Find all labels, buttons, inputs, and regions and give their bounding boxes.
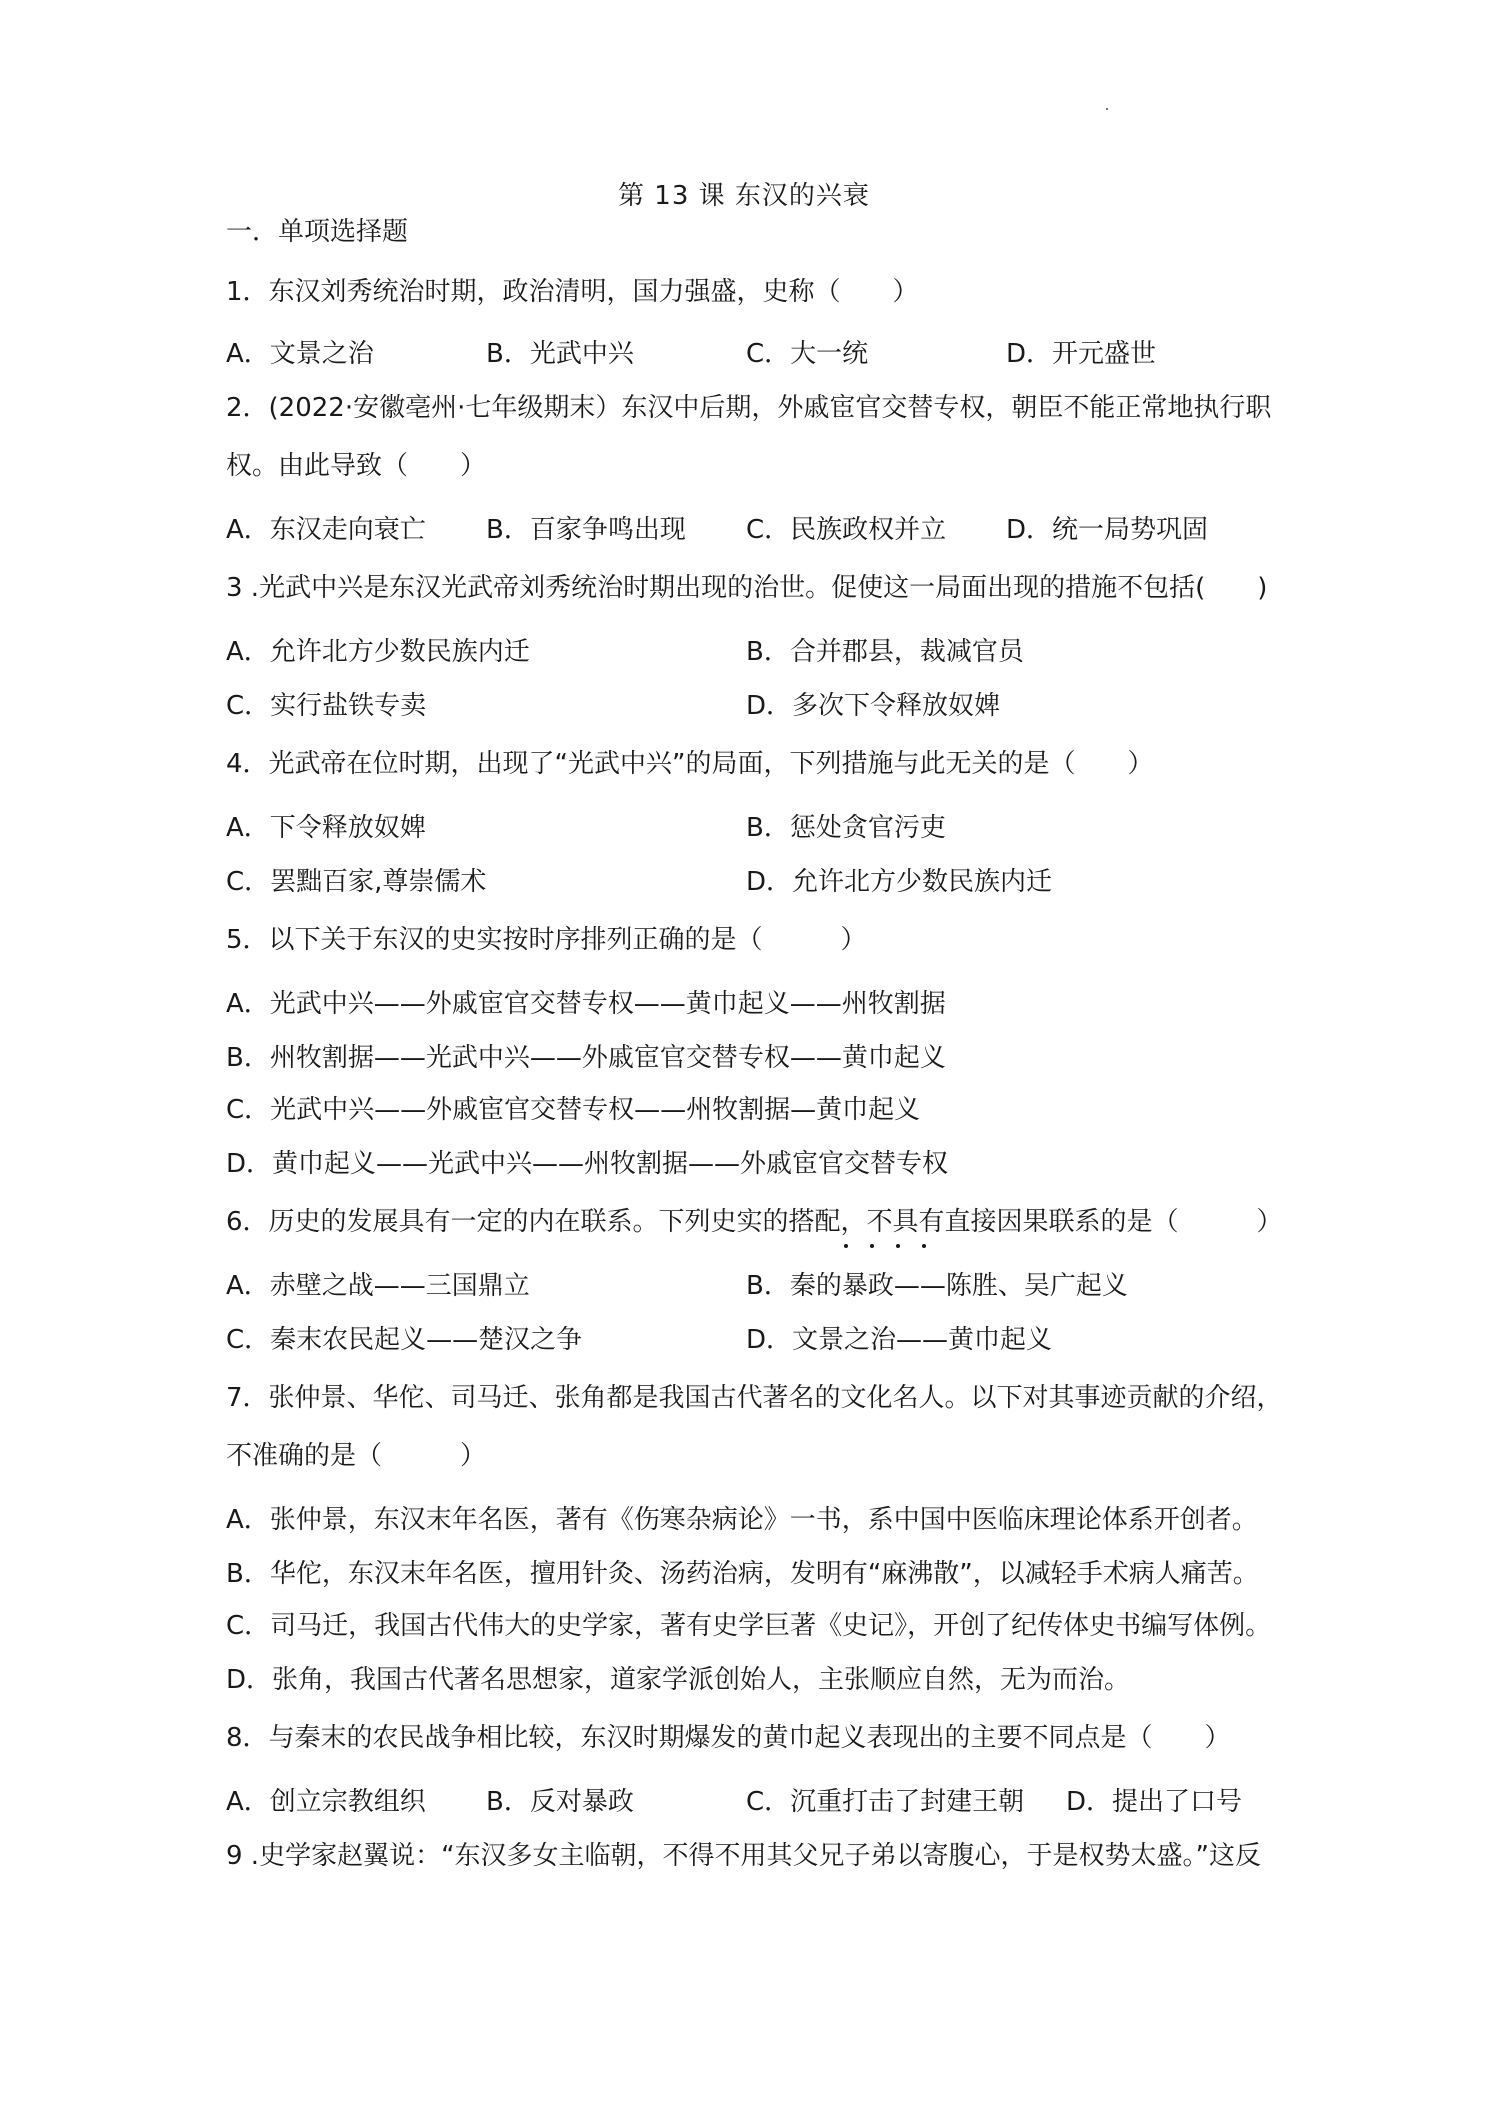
- question-3-option-d: D．多次下令释放奴婢: [746, 691, 1001, 721]
- option-b: B．百家争鸣出现: [486, 515, 686, 545]
- option-a: A．创立宗教组织: [226, 1787, 426, 1817]
- emphasis-dot: [922, 1244, 926, 1248]
- question-7-option-d: D．张角，我国古代著名思想家，道家学派创始人，主张顺应自然，无为而治。: [226, 1665, 1131, 1695]
- emphasis-dot: [844, 1244, 848, 1248]
- question-2-stem-line-2: 权。由此导致（ ）: [226, 451, 487, 481]
- question-4-option-d: D．允许北方少数民族内迁: [746, 867, 1053, 897]
- question-6-option-a: A．赤壁之战——三国鼎立: [226, 1271, 530, 1301]
- question-2-stem-line-1: 2．(2022·安徽亳州·七年级期末）东汉中后期，外戚宦官交替专权，朝臣不能正常地执行职: [226, 393, 1272, 423]
- question-7-stem-line-1: 7．张仲景、华佗、司马迁、张角都是我国古代著名的文化名人。以下对其事迹贡献的介绍，: [226, 1383, 1283, 1413]
- question-4-option-b: B．惩处贪官污吏: [746, 813, 946, 843]
- question-6-option-d: D．文景之治——黄巾起义: [746, 1325, 1053, 1355]
- question-5-option-c: C．光武中兴——外戚宦官交替专权——州牧割据—黄巾起义: [226, 1095, 921, 1125]
- option-b: B．光武中兴: [486, 339, 634, 369]
- option-d: D．提出了口号: [1066, 1787, 1243, 1817]
- scan-speck: [1106, 108, 1108, 110]
- question-5-option-d: D．黄巾起义——光武中兴——州牧割据——外戚宦官交替专权: [226, 1149, 949, 1179]
- question-3-option-c: C．实行盐铁专卖: [226, 691, 427, 721]
- option-d: D．开元盛世: [1006, 339, 1157, 369]
- question-5-option-a: A．光武中兴——外戚宦官交替专权——黄巾起义——州牧割据: [226, 989, 946, 1019]
- option-a: A．东汉走向衰亡: [226, 515, 426, 545]
- emphasis-dot: [870, 1244, 874, 1248]
- option-b: B．反对暴政: [486, 1787, 634, 1817]
- option-d: D．统一局势巩固: [1006, 515, 1209, 545]
- question-1-options: [226, 336, 1266, 372]
- question-5-stem: 5．以下关于东汉的史实按时序排列正确的是（ ）: [226, 925, 867, 955]
- page-title: 第 13 课 东汉的兴衰: [618, 181, 870, 211]
- question-6-option-c: C．秦末农民起义——楚汉之争: [226, 1325, 583, 1355]
- question-6-option-b: B．秦的暴政——陈胜、吴广起义: [746, 1271, 1128, 1301]
- question-8-stem: 8．与秦末的农民战争相比较，东汉时期爆发的黄巾起义表现出的主要不同点是（ ）: [226, 1723, 1231, 1753]
- question-4-option-a: A．下令释放奴婢: [226, 813, 426, 843]
- question-3-option-a: A．允许北方少数民族内迁: [226, 637, 530, 667]
- question-7-option-a: A．张仲景，东汉末年名医，著有《伤寒杂病论》一书，系中国中医临床理论体系开创者。: [226, 1505, 1258, 1535]
- question-7-option-b: B．华佗，东汉末年名医，擅用针灸、汤药治病，发明有“麻沸散”，以减轻手术病人痛苦。: [226, 1559, 1259, 1589]
- option-a: A．文景之治: [226, 339, 374, 369]
- question-7-option-c: C．司马迁，我国古代伟大的史学家，著有史学巨著《史记》，开创了纪传体史书编写体例。: [226, 1611, 1272, 1641]
- question-2-options: [226, 512, 1266, 548]
- question-9-stem: 9 .史学家赵翼说：“东汉多女主临朝，不得不用其父兄子弟以寄腹心，于是权势太盛。”这反: [226, 1841, 1262, 1871]
- question-3-option-b: B．合并郡县，裁减官员: [746, 637, 1024, 667]
- question-3-stem: 3 .光武中兴是东汉光武帝刘秀统治时期出现的治世。促使这一局面出现的措施不包括( ): [226, 573, 1268, 603]
- question-4-option-c: C．罢黜百家,尊崇儒术: [226, 867, 487, 897]
- question-5-option-b: B．州牧割据——光武中兴——外戚宦官交替专权——黄巾起义: [226, 1043, 946, 1073]
- question-4-stem: 4．光武帝在位时期，出现了“光武中兴”的局面，下列措施与此无关的是（ ）: [226, 749, 1154, 779]
- emphasis-dot: [896, 1244, 900, 1248]
- option-c: C．沉重打击了封建王朝: [746, 1787, 1025, 1817]
- option-c: C．大一统: [746, 339, 869, 369]
- question-8-options: [226, 1784, 1266, 1820]
- question-7-stem-line-2: 不准确的是（ ）: [226, 1441, 487, 1471]
- question-6-stem: 6．历史的发展具有一定的内在联系。下列史实的搭配，不具有直接因果联系的是（ ）: [226, 1207, 1283, 1237]
- section-heading: 一．单项选择题: [226, 217, 409, 247]
- question-1-stem: 1．东汉刘秀统治时期，政治清明，国力强盛，史称（ ）: [226, 277, 919, 307]
- option-c: C．民族政权并立: [746, 515, 947, 545]
